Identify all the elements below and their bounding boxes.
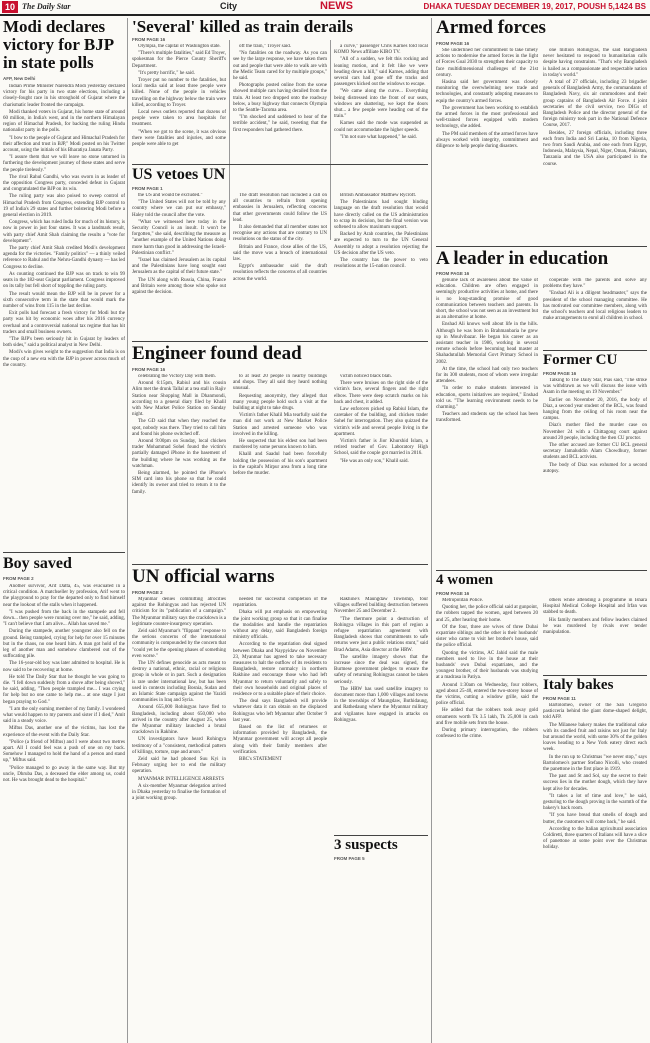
- armed-body-col2: one million Rohingyas, the said Bangladesh never hesitated to respond to humanitarian calls despite having constraints. "That's why Bangladesh is hailed as a compassionate and respectable nation in today's world." A total of 27 officials, including 23 brigadier generals of Bangladesh Army, the commandants of Bangladesh Navy, six air commodores and their group captains of Bangladesh Air Force. 4 joint secretaries of the civil service, two DIGs of Bangladesh Police and the director general of the foreign ministry took part in the National Defence Course, 2017. Besides, 27 foreign officials, including three each from India and Sri Lanka, 10 from Nigeria, two from Saudi Arabia, and one each from Egypt, Indonesia, Malaysia, Nepal, Niger, Oman, Pakistan, Tanzania and the USA also participated in the course.: [543, 48, 647, 167]
- section-divider: [543, 675, 647, 676]
- armed-body-col1: She underlined her commitment to take timely actions to modernise the armed forces in the light of Forces Goal 2030 to strengthen their capacity to face multidimensional challenges of the 21st century. Hasina said her government was closely monitoring the overwhelming new trade and technologies, and constantly adopting measures to equip the country's armed forces. The government has been working to establish the armed forces in the most professional and well-trained forces equipped with modern technology, she added. The PM said members of the armed forces have always worked with integrity, commitment and diligence to help people during disasters.: [436, 48, 538, 150]
- column-rule: [229, 40, 230, 240]
- boy-body: Another survivor, Arif Datta, 45, was evacuated in a critical condition. A matchseller by profession, Arif went to the playground to pray for the departed only to find himself near the lookout of the stalls when it happened. "I was pushed from the back in the stampede and fell down... then people were running over me," he said, adding, "I can't believe that I am alive... Allah has saved me." During the stampede, another youngster also fell on the ground. Being trampled, crying for help for over 15 minutes but in the chaos, no one heard him. A man got hold of the leg of another man and somehow clambered out of the suffocating pile. The 16-year-old boy was later admitted to hospital. He is now said to be recovering at home. He told The Daily Star that he thought he was going to die. "I fell down suddenly from a shove after being shoved," he said, adding, "Then people trampled me... I was crying for help but no one came to help me... at one stage I just began praying to God." "I am the only earning member of my family. I wondered what would happen to my parents and sister if I died," Amit said in a steady voice. Miftus Das, another one of the victims, has lost the experience of the event with the Daily Star. "Police (a friend of Miftus) and I were about two metres apart. All I could feel was a push of one on my back. Somehow I managed to hold the hand of a person and stand up," Miftus said. "Police managed to go away in the same way. But my uncle, Dhruba Das, a deceased the elder among us, could not. He was brought dead to the hospital.": [3, 584, 125, 784]
- boy-headline: Boy saved: [3, 555, 72, 572]
- unofficial-body-col2: needed for successful completion of the repatriation. Dhaka will put emphasis on empowering the joint working group so that it can finalise the modalities and handle the repatriation without any delay, said Bangladesh foreign ministry officials. According to the repatriation deal signed between Dhaka and Naypyidaw on November 23, Myanmar has agreed to take necessary measures to halt the outflow of its residents to Bangladesh, restore normalcy in northern Rakhine and encourage those who had left Myanmar to return voluntarily and safely to their own households and original places of residence or to a suitable place of their choice. The deal says Bangladesh will provide whatever data it can obtain on the displaced Rohingyas who left Myanmar after October 9 last year. Based on the list of returnees or information provided by Bangladesh, the Myanmar government will accept all people along with their family members after verification. BBC's STATEMENT: [233, 597, 327, 763]
- formercu-headline: Former CU: [543, 352, 618, 368]
- engineer-body-col2: to at least 20 people in nearby buildings and shops. They all said they heard nothing unusual. Requesting anonymity, they alleged that many young people hold such a visit at the building at night to take drugs. Victim's father Khalil Mia tearfully said the man did not work at New Market Police Station and arrested someone who was involved in the killing. He suspected that his eldest son had been murdered by some persons known to him. Khalil and Saadul had been forcefully holding the possession of his son's apartment in the capital's Mirpur area from a long time before the murder.: [233, 374, 327, 477]
- unofficial-byline: FROM PAGE 2: [132, 590, 163, 595]
- dateline: DHAKA TUESDAY DECEMBER 19, 2017, POUSH 5,1424 BS: [423, 2, 646, 11]
- leader-body-col2: cooperate with the parents and solve any problems they have." "Enshad Ali is a diligent headmaster," says the president of the school managing committee. He has motivated our committee members, along with the school's teachers and local religious leaders to make arrangements to enrol all children in school.: [543, 278, 647, 322]
- section-divider: [132, 164, 428, 165]
- modi-headline: Modi declares victory for BJP in state polls: [3, 17, 114, 72]
- usveto-body-col2: The draft resolution had included a call on all countries to refrain from opening embassies in Jerusalem, reflecting concerns that other governments could follow the US lead. It also demanded that all member states not recognise any actions that are contrary to UN resolutions on the status of the city. Britain and France, close allies of the US, said the move was a breach of international law. Egypt's ambassador said the draft resolution reflects the concerns of all countries across the world.: [233, 193, 327, 282]
- suspects-headline: 3 suspects: [334, 838, 428, 854]
- women-headline: 4 women: [436, 572, 494, 588]
- newspaper-name: The Daily Star: [22, 2, 71, 11]
- usveto-byline: FROM PAGE 1: [132, 186, 163, 191]
- modi-body: Indian Prime Minister Narendra Modi yesterday declared victory for his party in two state elections, including a closely-fought race in his stronghold of Gujarat where the charismatic leader fronted the campaign. Modi thanked voters in Gujarat, his home state of around 60 million, in India's west, and in the northern Himalayan region of Himachal Pradesh, for backing the ruling Hindu nationalist party in the polls. "I bow to the people of Gujarat and Himachal Pradesh for their affection and trust in BJP," Modi posted on his Twitter account, using the initials of his Bharatiya Janata Party. "I assure them that we will leave no stone unturned in furthering the development journey of these states and serve the people tirelessly." The rival Rahul Gandhi, who was sworn in as leader of the opposition Congress party, conceded defeat in Gujarat and congratulated the BJP on its win. The ruling party was also poised to sweep control of Himachal Pradesh from Congress, extending BJP control to 19 of India's 29 states and further bolstering Modi before a general election in 2019. Congress, which has ruled India for much of its history, is now in power in just four states. It was a landmark result, with party chief Amit Shah claiming the results a "vote for development". The party chief Amit Shah credited Modi's development agenda for the victories. "Family politics" — a thinly veiled reference to Rahul and the Nehru-Gandhi dynasty — has led Congress to decline. As counting continued the BJP was on track to win 99 seats in the 182-seat Gujarat parliament. Congress improved on its tally but fell short of toppling the ruling party. The result would mean the BJP will be in power for a sixth consecutive term in the state that would mark the number of wins from 115 in the last decline. Exit polls had forecast a fresh victory for Modi but the party was hit by economic woes after his 2016 currency overhaul and a controversial national tax regime that has hit traders and small business owners. "The BJP's been seriously hit in Gujarat by leaders of both sides," said a political analyst in New Delhi. Modi's win gives weight to the suggestion that India is on the cusp of a new era with the BJP in power across much of the country.: [3, 84, 125, 368]
- italy-headline: Italy bakes: [543, 677, 614, 693]
- column-rule: [330, 40, 331, 240]
- section-divider: [132, 564, 428, 565]
- unofficial-headline: UN official warns: [132, 566, 275, 587]
- women-body-col2: others while attending a programme in Ishara Hospital Medical College Hospital and Irfan was stabbed to death. His family members and fellow leaders claimed he was murdered by rivals over tender manipulation.: [543, 598, 647, 636]
- suspects-byline: FROM PAGE 5: [334, 856, 365, 861]
- engineer-byline: FROM PAGE 16: [132, 367, 166, 372]
- formercu-body: Talking to The Daily Star, Pias said, "The strike was withdrawn as we will discuss the issue with Asam in the meeting on 19 November." Earlier on November 20, 2016, the body of Diaz, a second year student of the BCL, was found hanging from the ceiling of his room near the campus. Diaz's mother filed the murder case on November 24 with a Chittagong court against around 20 people, including the then CU proctor. The other accused are former CU BCL general secretary Jamaluddin Alam Chowdhury, former students and BCL activists. The body of Diaz was exhumed for a second autopsy.: [543, 378, 647, 474]
- armed-headline: Armed forces: [436, 17, 546, 38]
- column-rule: [127, 18, 128, 1043]
- italy-byline: FROM PAGE 11: [543, 696, 576, 701]
- usveto-body-col1: the US and would be excluded." "The United States will not be told by any country where we can put our embassy," Haley told the council after the vote. "What we witnessed here today in the Security Council is an insult. It won't be forgotten," she said, describing the measure as "another example of the United Nations doing more harm than good in addressing the Israeli-Palestinian conflict." "Israel has claimed Jerusalem as its capital and the Palestinians have long sought east Jerusalem as the capital of their future state." The UN along with Russia, China, France and Britain were among those who spoke out against the decision.: [132, 193, 226, 296]
- engineer-headline: Engineer found dead: [132, 343, 302, 364]
- killed-body-col3: a curve," passenger Chris Karnes told local KOMO News affiliate KIRO TV. "All of a sudden, we felt this rocking and leaning motion, and it felt like we were heading down a hill," said Karnes, adding that several cars had gone off the tracks and passengers kicked out the windows to escape. "We came along the curve... Everything being distressed into the front of our seats, windows are shattering, we kept the doors shut... a few people were heading out of the train." Karnes said the mode was suspended as could not accommodate the higher speeds. "I'm not sure what happened," he said.: [334, 44, 428, 140]
- section-divider: [132, 341, 428, 342]
- italy-body: Bartolomeo, owner of the San Gregorio pasticceria behind the giant dome-shaped delight, told AFP. The Milanese bakery makes the traditional cake with its candied fruit and raisins not just for Italy but around the world, with some 30% of the golden loaves heading to a New York eatery direct each week. In the run up to Christmas "we never stop," says Bartolomeo's partner Stefano Nicolli, who created the panettone in the first place in 1919. The past and St and Sol, say the secret to their success lies in the mother dough, which they have kept alive for decades. "It takes a lot of time and love," he said, gesturing to the dough proving in the warmth of the bakery's back room. "If you have bread that smells of dough and butter, the customers will come back," he said. According to the Italian agricultural association Coldiretti, three quarters of Italians will have a slice of panettone at some point over the Christmas holiday.: [543, 703, 647, 851]
- unofficial-body-col3: Rakhine's Maungdaw Township, four villages suffered building destruction between November 25 and December 2. "The thermore point a destruction of Rohingya villages in this part of region a refugee repatriation agreement with Bangladesh shows that commitments to safe returns were just a public relations stunt," said Brad Adams, Asia director at the HRW. The satellite imagery shows that the increase since the deal was signed, the Burmese government pledges to ensure the safety of returning Rohingyas cannot be taken seriously. The HRW has used satellite imagery to document more than 1,000 villages and towns in the townships of Maungdaw, Buthidaung, and Rathedaung where the Myanmar military and vigilantes have engaged in attacks on Rohingyas.: [334, 597, 428, 723]
- usveto-headline: US vetoes UN: [132, 166, 226, 183]
- leader-body-col1: genuine lack of awareness about the value of education. Children are often engaged in seemingly productive activities at home, and there is no long-standing promise of good communication between teachers and parents. In short, the school was not seen as an investment but as an alternative at home. Enshad Ali knows well about life in the hills. Although he was born in Brahmanbaria he grew up in Moulvibazar. He began his career as an assistant teacher in 1986, working in several remote schools before becoming head master at Shahadutullah Memorial Govt Primary School in 2002. At the time, the school had only two teachers for its 300 students, most of whom were irregular attendees. "In order to make students interested in education, sports initiatives are required," Enshad told us. "The learning environment needs to be charming." Teachers and students say the school has been transformed.: [436, 278, 538, 424]
- section-name: City: [220, 1, 238, 11]
- leader-headline: A leader in education: [436, 248, 609, 269]
- section-divider: [3, 552, 125, 553]
- engineer-body-col3: victim noticed black blah. There were bruises on the right side of the victim's face, several fingers and the right elbow. There were deep scratch marks on his back and chest, it added. Law enforcers picked up Rabiul Islam, the caretaker of the building, and chicken trader Sohel for interrogation. They also quizzed the victim's wife and several people living in the apartment. Victim's father is Jior Khurshid Islam, a retired teacher of Gov. Laboratory High School, said the couple got married in 2016. "He was an only son," Khalil said.: [334, 374, 428, 464]
- section-divider: [436, 246, 647, 247]
- unofficial-body-col1: Myanmar denies committing atrocities against the Rohingyas and has rejected UN criticism for its "publication of a campaign." The Myanmar military says the crackdown is a legitimate counter-insurgency operation. Zeid said Myanmar's "flippant" response to the serious concerns of the international community is compounded by the concern that "could yet be the opening phases of something even worse." The UN defines genocide as acts meant to destroy a national, ethnic, racial or religious group in whole or in part. Such a designation is rare under international law, but has been used in contexts including Bosnia, Sudan and an Islamic State campaign against the Yazidi communities in Iraq and Syria. Around 655,000 Rohingyas have fled to Bangladesh, including about 650,000 who arrived in the country after August 25, when the Myanmar military launched a brutal crackdown in Rakhine. UN investigators have heard Rohingya testimony of a "consistent, methodical pattern of killings, torture, rape and arson." Zeid said he had phoned Suu Kyi in February urging her to end the military operation. MYANMAR INTELLIGENCE ARRESTS A six-member Myanmar delegation arrived in Dhaka yesterday to finalise the formation of a joint working group.: [132, 597, 226, 802]
- killed-byline: FROM PAGE 16: [132, 37, 166, 42]
- formercu-byline: FROM PAGE 16: [543, 371, 577, 376]
- section-divider: [436, 570, 647, 571]
- modi-byline: AFP, New Delhi: [3, 76, 36, 81]
- women-body: Metropolitan Police. Quoting her, the police official said at gunpoint, the robbers tapped the women, aged between 20 and 25, after hearing their home. Of the four, three are wives of three Dubai expatriate siblings and the other is their husbands' sister who came to visit her brother's house, said the police official. Quoting the victims, AC Jahid said the male members used to live in the house at their husbands' own Dubai expatriates, and the youngest brother, of their husbands was studying at a madrasa in Patiya. Around 1:30am on Wednesday, four robbers, aged about 25-40, entered the two-storey house of the victims, cutting a window grille, said the police official. He added that the robbers took away gold ornaments worth Tk 3.5 lakh, Tk 25,000 in cash and five mobile sets from the house. During primary interrogation, the robbers confessed to the crime.: [436, 598, 538, 740]
- women-byline: FROM PAGE 16: [436, 591, 470, 596]
- usveto-body-col3: British Ambassador Matthew Rycroft. The Palestinians had sought binding language on the draft resolution that would have directly called on the US administration to scrap its decision, but the final version was softened to allow maximum support. Backed by Arab countries, the Palestinians are expected to turn to the UN General Assembly to adopt a resolution rejecting the US decision after the US veto. The country has the power to veto resolutions at the 15-nation council.: [334, 193, 428, 270]
- section-divider: [334, 835, 428, 836]
- armed-byline: FROM PAGE 16: [436, 41, 470, 46]
- section-divider: [543, 350, 647, 351]
- killed-body-col2: off the train," Troyer said. "No fatalities on the roadway. As you can see by the large response, we have taken them out and people that were able to walk are with the Medic Team cared for by multiple groups," he said. Photographs posted online from the scene showed multiple cars having derailed from the train. At least two dropped onto the roadway below, a busy highway that connects Olympia to the Seattle-Tacoma area. "I'm shocked and saddened to hear of the terrible accident," he said, tweeting that the first responders had gathered there.: [233, 44, 327, 133]
- boy-byline: FROM PAGE 2: [3, 576, 34, 581]
- leader-byline: FROM PAGE 16: [436, 271, 470, 276]
- column-rule: [431, 18, 432, 1043]
- page-number: 10: [2, 1, 18, 13]
- killed-body-col1: Olympia, the capital of Washington state. "There's multiple fatalities," said Ed Troyer, spokesman for the Pierce County Sheriff's Department. "It's pretty horrific," he said. Troyer put no number to the fatalities, but local media said at least three people were killed. None of the people in vehicles travelling on the highway below the train were killed, according to Troyer. Local news outlets reported that dozens of people were taken to area hospitals for treatment. "When we got to the scene, it was obvious there were fatalities and injuries, and some people were able to get: [132, 44, 226, 148]
- section-tag: NEWS: [320, 0, 353, 12]
- killed-headline: 'Several' killed as train derails: [132, 17, 353, 36]
- page-header: [0, 0, 650, 16]
- engineer-body-col1: celebrating the Victory Day with them. Around 6:15pm, Rabiul and his cousin Alim met the drunk Tallal at a tea stall in Rajiv Station near Shopping Mall in Dhanmondi, according to a general diary filed by Khalil with New Market Police Station on Sunday night. The GD said that when they reached the spot, nobody was there. They tried to call him and found his phone switched off. Around 9:00pm on Sunday, local chicken trader Mohammad Sohel found the victim's partially damaged iPhone in the basement of the building where he was working as the watchman. Being alarmed, he pointed the iPhone's SIM card into his phone so that he could identify its owner and tried to return it to the family.: [132, 374, 226, 495]
